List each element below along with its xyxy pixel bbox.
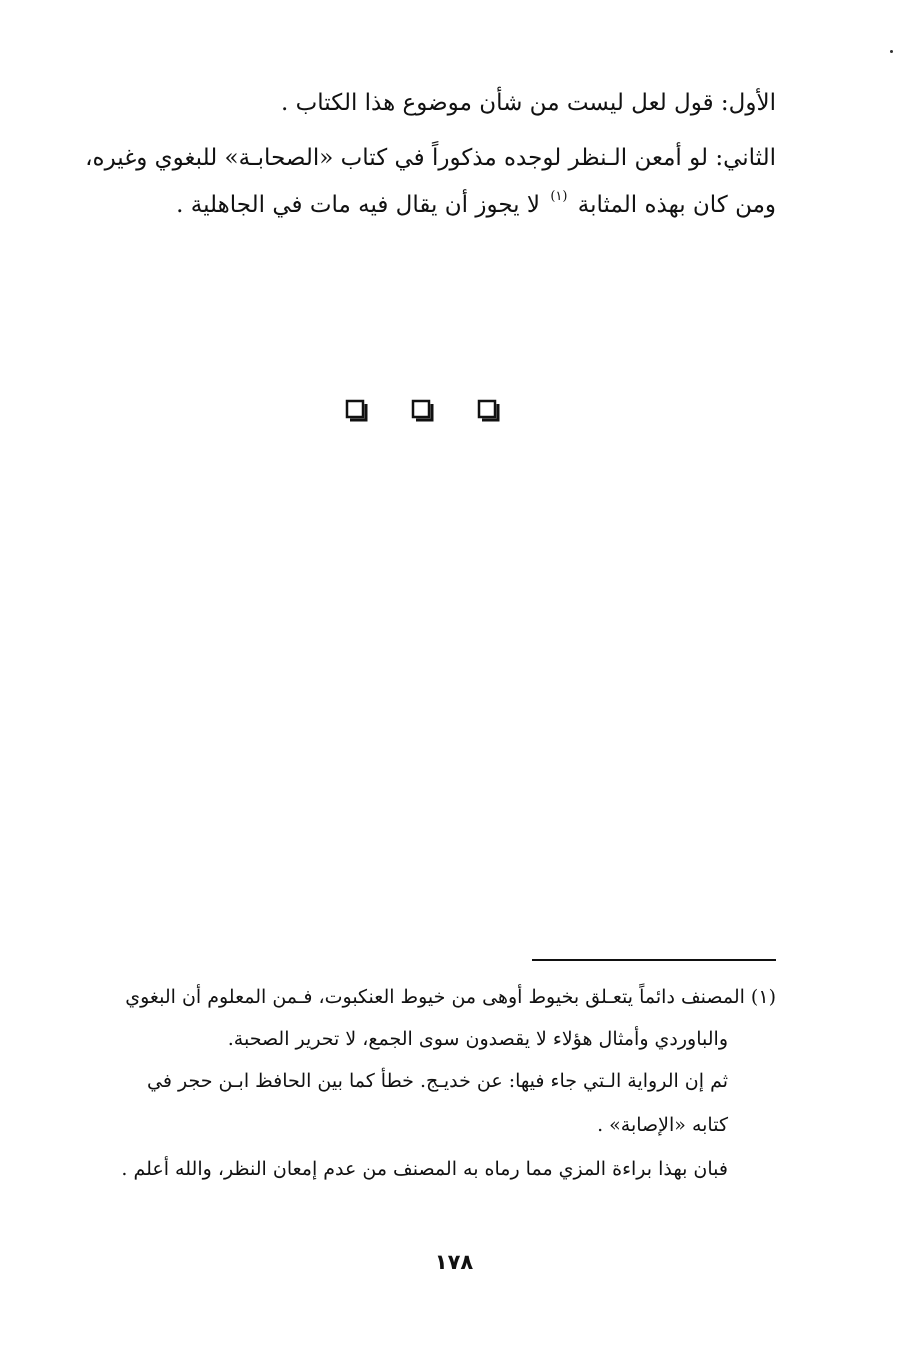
footnote-line: فبان بهذا براءة المزي مما رماه به المصنف من عدم إمعان النظر، والله أعلم .: [121, 1158, 728, 1180]
footnote-line: (١) المصنف دائماً يتعـلق بخيوط أوهى من خيوط العنكبوت، فـمن المعلوم أن البغوي: [125, 986, 776, 1008]
square-ornament-icon: [476, 398, 502, 424]
footnote-line: والباوردي وأمثال هؤلاء لا يقصدون سوى الجمع، لا تحرير الصحبة.: [227, 1028, 728, 1050]
footnote-line: ثم إن الرواية الـتي جاء فيها: عن خديـج. خطأ كما بين الحافظ ابـن حجر في: [147, 1070, 728, 1092]
body-line-third-end: لا يجوز أن يقال فيه مات في الجاهلية .: [176, 192, 541, 218]
body-line-first: الأول: قول لعل ليست من شأن موضوع هذا الكتاب .: [281, 90, 776, 116]
page-number: ١٧٨: [434, 1250, 474, 1274]
square-ornament-icon: [344, 398, 370, 424]
section-divider-ornaments: [0, 398, 908, 424]
square-ornament-icon: [410, 398, 436, 424]
footnote-line: كتابه «الإصابة» .: [597, 1114, 728, 1136]
footnote-reference: (١): [550, 189, 568, 204]
stray-mark: [890, 50, 893, 53]
footnote-separator: [532, 959, 776, 961]
body-line-second: الثاني: لو أمعن الـنظر لوجده مذكوراً في كتاب «الصحابـة» للبغوي وغيره،: [85, 145, 776, 171]
body-line-third-start: ومن كان بهذه المثابة: [577, 192, 776, 218]
body-line-third: [76, 188, 776, 221]
